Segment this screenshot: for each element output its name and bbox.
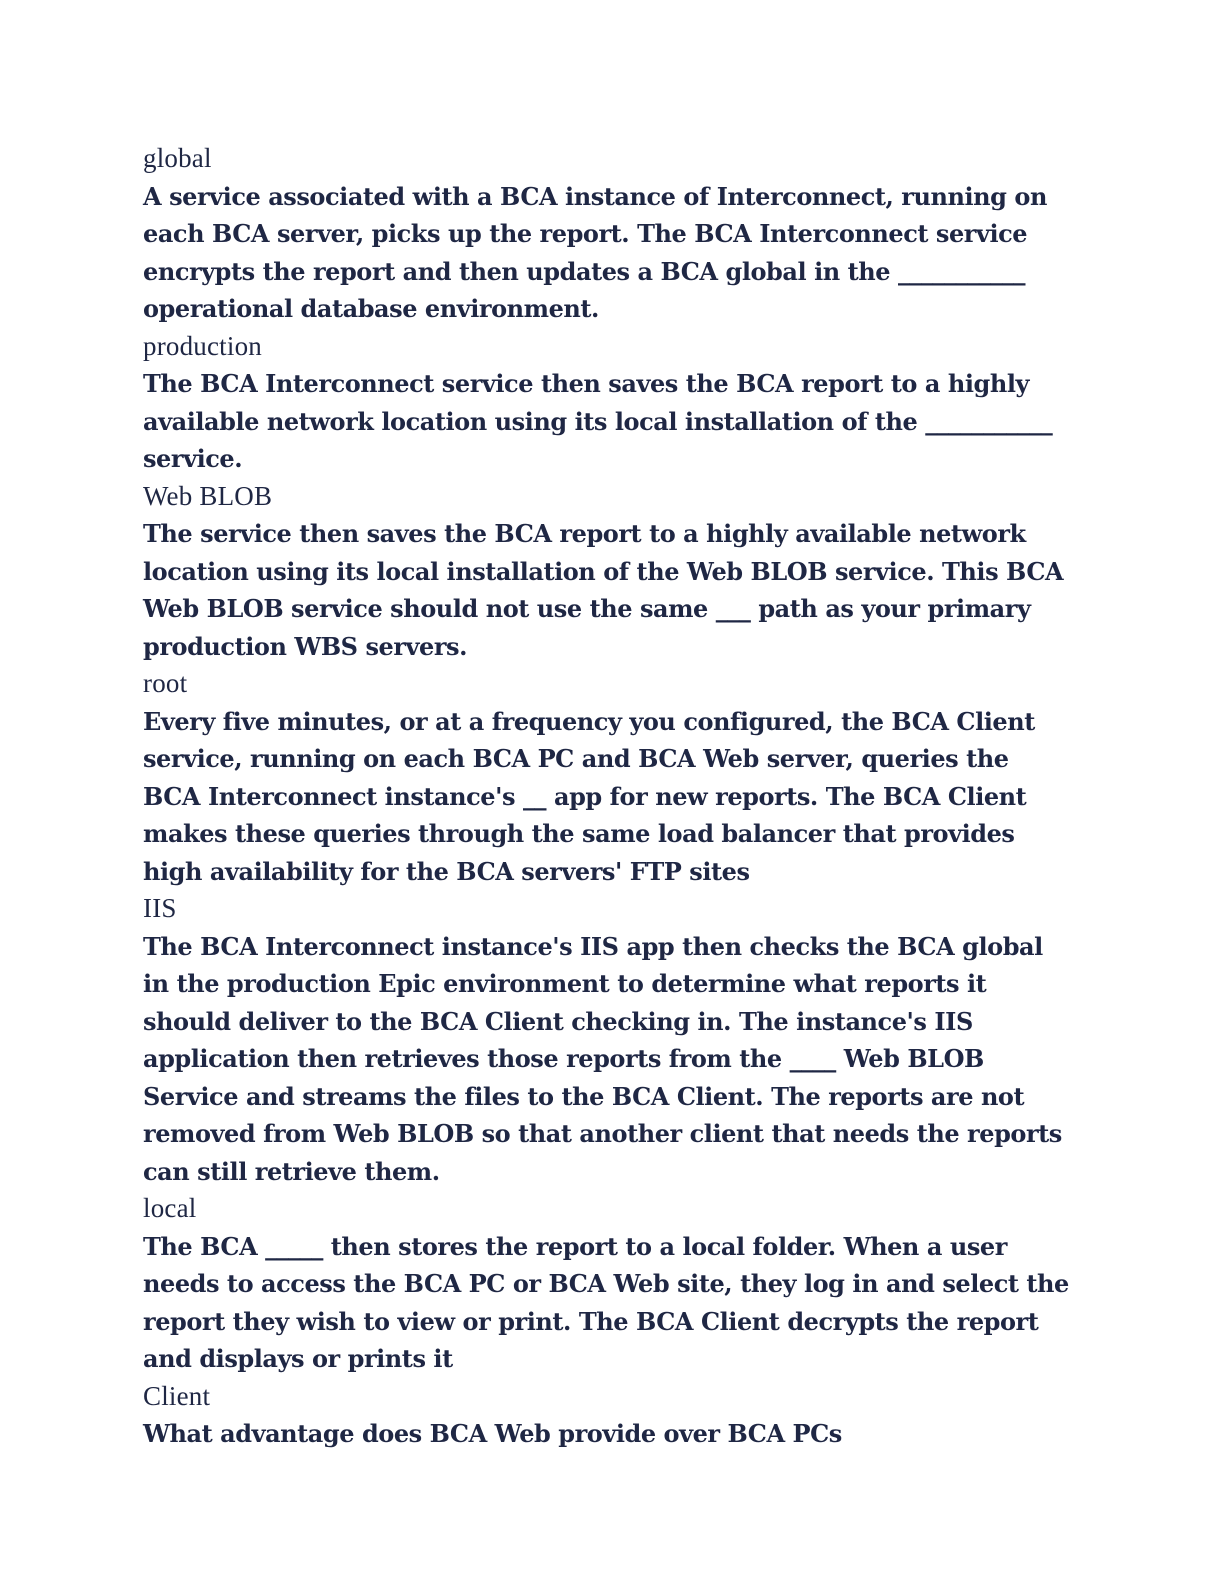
card-answer: IIS [143, 893, 177, 923]
document-page [143, 140, 1073, 1453]
card-question: The BCA Interconnect service then saves the BCA report to a highly available network location using its local installation of the ___________ service. [143, 369, 1053, 473]
card-answer: root [143, 668, 188, 698]
card-question: Every five minutes, or at a frequency you configured, the BCA Client service, running on each BCA PC and BCA Web server, queries the BCA Interconnect instance's __ app for new reports. The BCA Client makes these queries through the same load balancer that provides high availability for the BCA servers' FTP sites [143, 706, 1035, 886]
card-answer: local [143, 1193, 197, 1223]
flashcard [143, 328, 1073, 478]
flashcard [143, 478, 1073, 666]
card-question: What advantage does BCA Web provide over BCA PCs [143, 1419, 842, 1448]
card-question: A service associated with a BCA instance of Interconnect, running on each BCA server, picks up the report. The BCA Interconnect service encrypts the report and then updates a BCA global in the ___________ operational database environment. [143, 181, 1047, 323]
flashcard [143, 890, 1073, 1190]
card-question: The BCA _____ then stores the report to a local folder. When a user needs to access the BCA PC or BCA Web site, they log in and select the report they wish to view or print. The BCA Client decrypts the report and displays or prints it [143, 1231, 1069, 1373]
flashcard [143, 1190, 1073, 1378]
flashcard [143, 1378, 1073, 1453]
flashcard [143, 140, 1073, 328]
card-answer: Client [143, 1380, 211, 1411]
flashcard [143, 665, 1073, 890]
card-answer: production [143, 330, 262, 361]
card-question: The service then saves the BCA report to a highly available network location using its local installation of the Web BLOB service. This BCA Web BLOB service should not use the same ___ path as your primary production WBS servers. [143, 519, 1064, 661]
card-answer: Web BLOB [143, 480, 273, 511]
card-answer: global [143, 143, 212, 173]
card-question: The BCA Interconnect instance's IIS app then checks the BCA global in the production Epic environment to determine what reports it should deliver to the BCA Client checking in. The instance's IIS application then retrieves those reports from the ____ Web BLOB Service and streams the files to the BCA Client. The reports are not removed from Web BLOB so that another client that needs the reports can still retrieve them. [143, 931, 1062, 1186]
